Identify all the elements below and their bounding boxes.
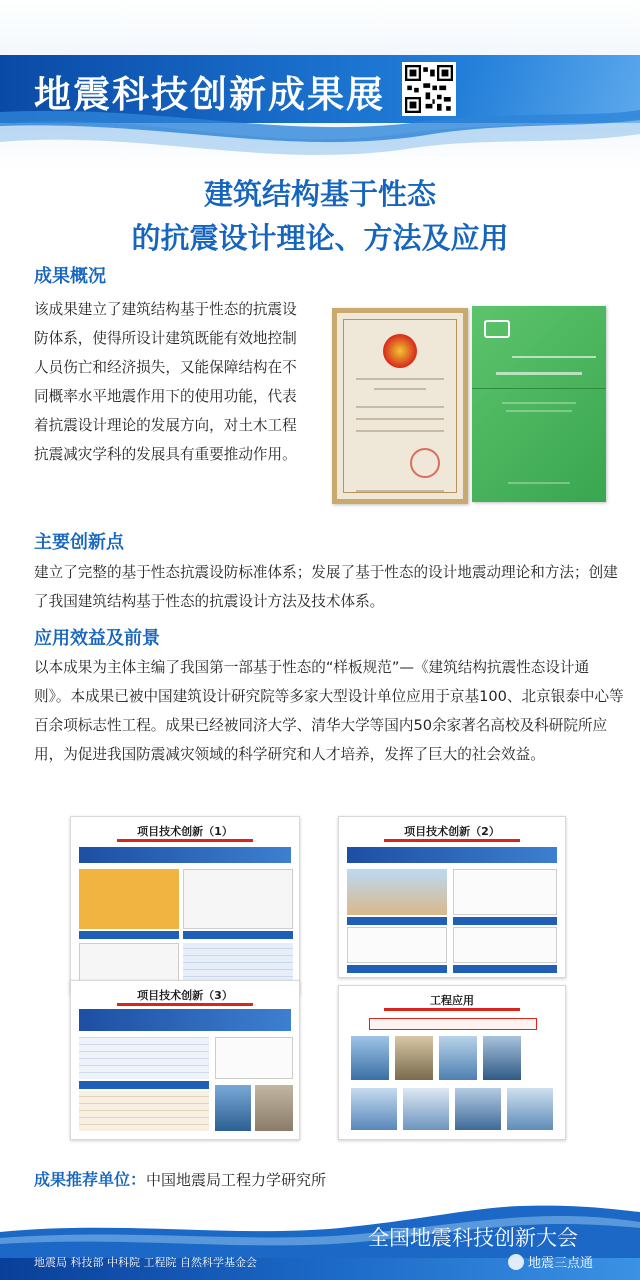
certificate-text-line (356, 418, 444, 420)
slide-innovation-2 (338, 816, 566, 978)
qr-code-icon (402, 62, 456, 116)
building-photo-graphic (483, 1036, 521, 1080)
application-text: 以本成果为主体主编了我国第一部基于性态的“样板规范”—《建筑结构抗震性态设计通则》。本成果已被中国建筑设计研究院等多家大型设计单位应用于京基100、北京银泰中心等百余项标志性工程。成果已经被同济大学、清华大学等国内50余家著名高校及科研院所应用，为促进我国防震减灾领域的科学研究和人才培养，发挥了巨大的社会效益。 (34, 659, 624, 763)
slide-caption-bar (183, 931, 293, 939)
slide-innovation-1 (70, 816, 300, 994)
slide-caption-bar (79, 931, 179, 939)
recommending-unit (34, 1167, 326, 1190)
building-photo-graphic (351, 1036, 389, 1080)
performance-table-panel (79, 1037, 209, 1079)
building-photo-graphic (455, 1088, 501, 1130)
overview-heading: 成果概况 (34, 266, 106, 287)
header-title: 地震科技创新成果展 (34, 73, 385, 116)
main-title-line1: 建筑结构基于性态 (203, 177, 436, 211)
slide-title-bar (384, 1008, 520, 1011)
table-panel (183, 943, 293, 983)
national-emblem-icon (383, 334, 417, 368)
design-table-panel (79, 1091, 209, 1131)
formula-panel (215, 1037, 293, 1079)
book-cover-text-line (508, 482, 570, 484)
certificate-text-line (356, 430, 444, 432)
overview-text: 该成果建立了建筑结构基于性态的抗震设防体系，使得所设计建筑既能有效地控制人员伤亡和经济损失，又能保障结构在不同概率水平地震作用下的使用功能，代表着抗震设计理论的发展方向，对土木工程抗震减灾学科的发展具有重要推动作用。 (34, 301, 297, 463)
test-photo-graphic (255, 1085, 293, 1131)
slide-caption-bar (79, 1081, 209, 1089)
building-photo-graphic (395, 1036, 433, 1080)
innovation-text: 建立了完整的基于性态抗震设防标准体系；发展了基于性态的设计地震动理论和方法；创建了我国建筑结构基于性态的抗震设计方法及技术体系。 (34, 564, 618, 610)
slide-caption-bar (347, 965, 447, 973)
certificate-text-line (356, 406, 444, 408)
wechat-watermark (508, 1252, 593, 1271)
slide-title-bar (384, 839, 520, 842)
slide-banner (79, 1009, 291, 1031)
conference-name: 全国地震科技创新大会 (368, 1226, 578, 1250)
slide-subtitle-box (369, 1018, 537, 1030)
book-cover-divider (472, 388, 606, 389)
design-spectrum-plot-graphic (453, 927, 557, 963)
slide-title: 项目技术创新（3） (137, 989, 233, 1002)
application-heading: 应用效益及前景 (34, 628, 160, 649)
slide-title-bar (117, 1003, 254, 1006)
sponsor-list: 地震局 科技部 中科院 工程院 自然科学基金会 (34, 1256, 257, 1269)
recommend-label: 成果推荐单位： (34, 1170, 147, 1189)
china-map-graphic (79, 869, 179, 929)
slide-caption-bar (453, 965, 557, 973)
award-certificate-image (332, 308, 468, 504)
wechat-icon (508, 1254, 524, 1270)
slide-caption-bar (453, 917, 557, 925)
certificate-text-line (374, 388, 426, 390)
site-diagram-graphic (347, 869, 447, 915)
ecs-logo-icon (484, 320, 510, 338)
slide-caption-bar (347, 917, 447, 925)
certificate-text-line (356, 490, 444, 492)
slide-banner (79, 847, 291, 863)
building-photo-graphic (439, 1036, 477, 1080)
book-cover-title-line (496, 372, 582, 375)
building-photo-graphic (403, 1088, 449, 1130)
slide-title: 工程应用 (430, 994, 474, 1007)
header (0, 0, 640, 170)
recommend-value: 中国地震局工程力学研究所 (146, 1171, 327, 1189)
building-photo-graphic (507, 1088, 553, 1130)
slide-title: 项目技术创新（1） (137, 825, 233, 838)
book-cover-text-line (502, 402, 576, 404)
qr-code-graphic (405, 65, 453, 113)
standard-book-cover-image (472, 306, 606, 502)
book-cover-text-line (512, 356, 596, 358)
slide-engineering-application (338, 985, 566, 1140)
main-title (0, 172, 640, 260)
flowchart-panel (79, 943, 179, 983)
watermark-text: 地震三点通 (528, 1256, 594, 1271)
book-cover-text-line (506, 410, 572, 412)
slide-title-bar (117, 839, 254, 842)
spectrum-plot-graphic (453, 869, 557, 915)
time-history-plot-graphic (347, 927, 447, 963)
footer (0, 1198, 640, 1280)
building-photo-graphic (215, 1085, 251, 1131)
main-title-line2: 的抗震设计理论、方法及应用 (131, 221, 509, 255)
slide-title: 项目技术创新（2） (404, 825, 500, 838)
innovation-heading: 主要创新点 (34, 532, 124, 553)
slide-banner (347, 847, 557, 863)
certificate-border (343, 319, 457, 493)
header-wave-decoration (0, 110, 640, 170)
building-photo-graphic (351, 1088, 397, 1130)
certificate-text-line (356, 378, 444, 380)
slide-innovation-3 (70, 980, 300, 1140)
red-seal-icon (410, 448, 440, 478)
formula-panel (183, 869, 293, 929)
